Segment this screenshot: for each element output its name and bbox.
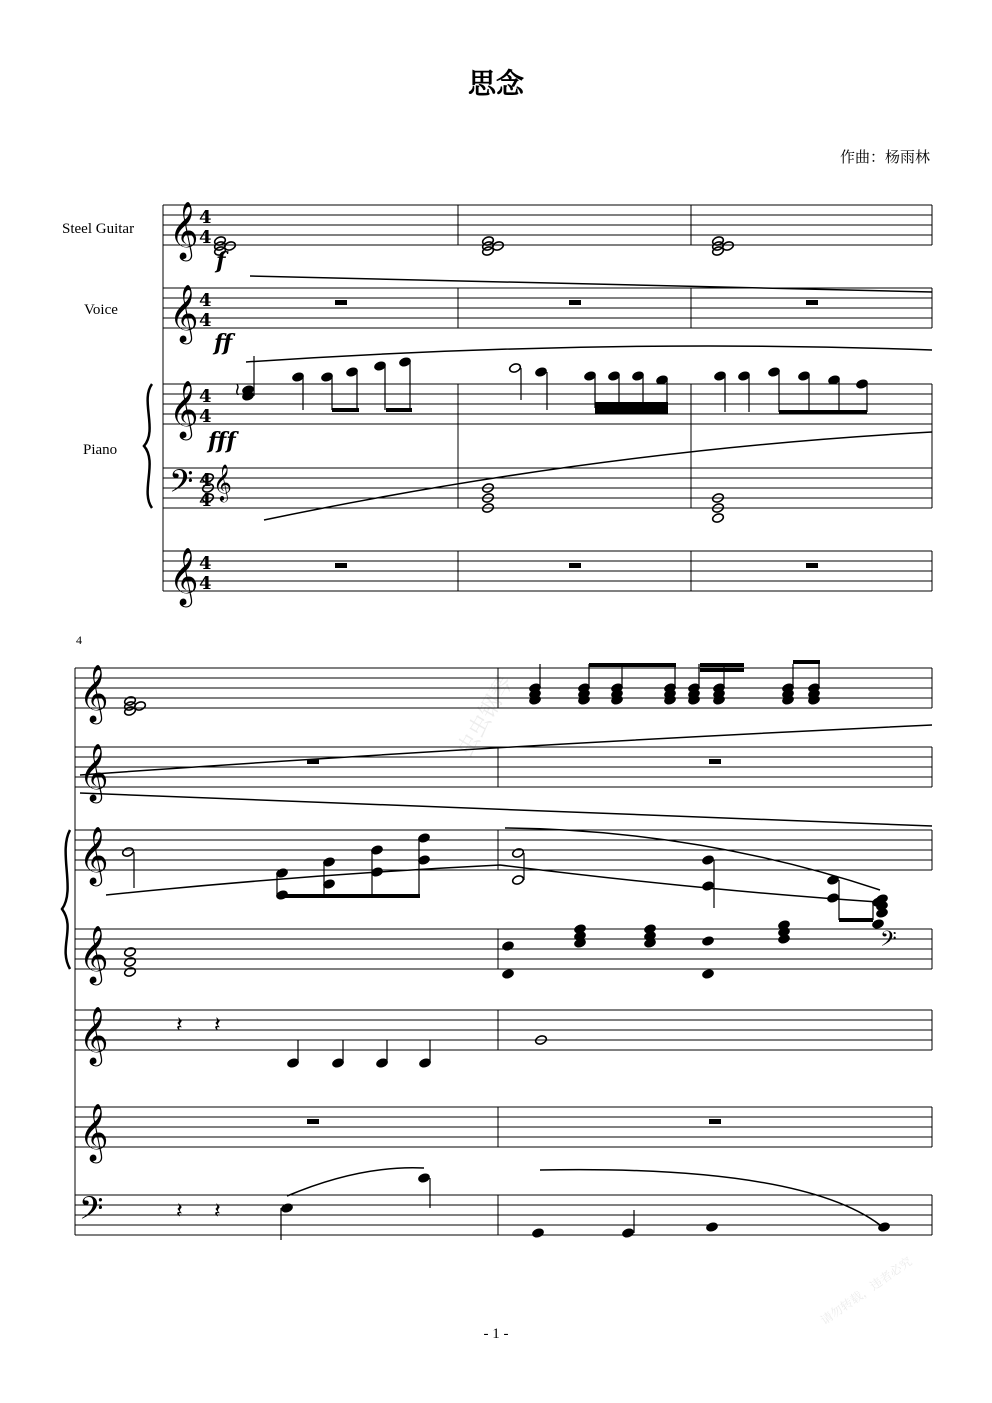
notehead — [124, 957, 137, 968]
time-signature-bottom: 4 — [199, 310, 212, 331]
time-signature-top: 4 — [199, 386, 212, 407]
quarter-rest: 𝄽 — [214, 1013, 221, 1038]
notehead — [509, 363, 522, 374]
instrument-label-steel-guitar: Steel Guitar — [62, 221, 135, 237]
notehead — [502, 969, 515, 980]
clef: 𝄞 — [79, 743, 109, 801]
whole-rest — [569, 300, 581, 305]
slur — [106, 865, 878, 902]
notehead — [502, 941, 515, 952]
notehead — [535, 367, 548, 378]
whole-rest — [709, 1119, 721, 1124]
slur — [264, 432, 932, 520]
notehead — [702, 936, 715, 947]
clef: 𝄞 — [79, 1103, 109, 1161]
measure-number: 4 — [76, 633, 82, 647]
watermark-notice: 请勿转载，违者必究 — [818, 1254, 915, 1328]
whole-rest — [569, 563, 581, 568]
time-signature-bottom: 4 — [199, 227, 212, 248]
clef: 𝄞 — [79, 664, 109, 722]
slur — [505, 828, 880, 890]
time-signature-top: 4 — [199, 470, 212, 491]
whole-rest — [307, 1119, 319, 1124]
music-notation — [62, 201, 932, 1240]
slur — [246, 346, 932, 362]
quarter-rest: 𝄽 — [176, 1199, 183, 1224]
piano-brace — [144, 384, 152, 508]
instrument-label-voice: Voice — [84, 302, 118, 318]
slur — [540, 1170, 880, 1225]
instrument-label-piano: Piano — [83, 442, 118, 458]
notehead — [532, 1228, 545, 1239]
quarter-rest: 𝄽 — [176, 1013, 183, 1038]
piano-brace — [62, 830, 70, 969]
staff-lines — [75, 205, 932, 1235]
notehead — [702, 969, 715, 980]
time-signature-top: 4 — [199, 290, 212, 311]
clef: 𝄢 — [79, 1190, 104, 1234]
dynamic-guitar: f — [216, 248, 226, 274]
time-signature-top: 4 — [199, 207, 212, 228]
composer-credit: 作曲：杨雨林 — [839, 148, 930, 166]
clef-change: 𝄢 — [880, 927, 897, 957]
notehead — [878, 1222, 891, 1233]
dynamic-voice: ff — [214, 330, 233, 356]
time-signature-top: 4 — [199, 553, 212, 574]
notehead — [622, 1228, 635, 1239]
slur — [287, 1168, 424, 1196]
whole-rest — [806, 563, 818, 568]
score-title: 思念 — [467, 67, 524, 100]
quarter-rest: 𝄽 — [214, 1199, 221, 1224]
arpeggio: ≀ — [234, 379, 241, 400]
clef: 𝄞 — [169, 380, 199, 438]
time-signature-bottom: 4 — [199, 490, 212, 511]
clef: 𝄢 — [169, 463, 194, 507]
clef: 𝄞 — [79, 1006, 109, 1064]
clef: 𝄞 — [169, 201, 199, 259]
notehead — [124, 967, 137, 978]
whole-rest — [806, 300, 818, 305]
time-signature-bottom: 4 — [199, 573, 212, 594]
notehead — [122, 847, 135, 858]
notehead — [512, 848, 525, 859]
notehead — [512, 875, 525, 886]
whole-rest — [335, 563, 347, 568]
clef: 𝄞 — [79, 925, 109, 983]
whole-rest — [709, 759, 721, 764]
notehead — [702, 855, 715, 866]
watermark-site: 虫虫钢琴 — [452, 672, 519, 761]
notehead — [281, 1203, 294, 1214]
clef: 𝄞 — [79, 826, 109, 884]
slur — [250, 276, 932, 292]
notehead — [418, 1173, 431, 1184]
time-signature-bottom: 4 — [199, 406, 212, 427]
notehead — [702, 881, 715, 892]
notehead — [124, 947, 137, 958]
slur — [80, 793, 932, 826]
notehead — [712, 513, 725, 524]
clef: 𝄞 — [169, 547, 199, 605]
notehead — [706, 1222, 719, 1233]
page-number: - 1 - — [483, 1326, 509, 1342]
whole-rest — [335, 300, 347, 305]
clef-change: 𝄞 — [213, 463, 232, 501]
clef: 𝄞 — [169, 284, 199, 342]
dynamic-piano: fff — [208, 428, 236, 454]
